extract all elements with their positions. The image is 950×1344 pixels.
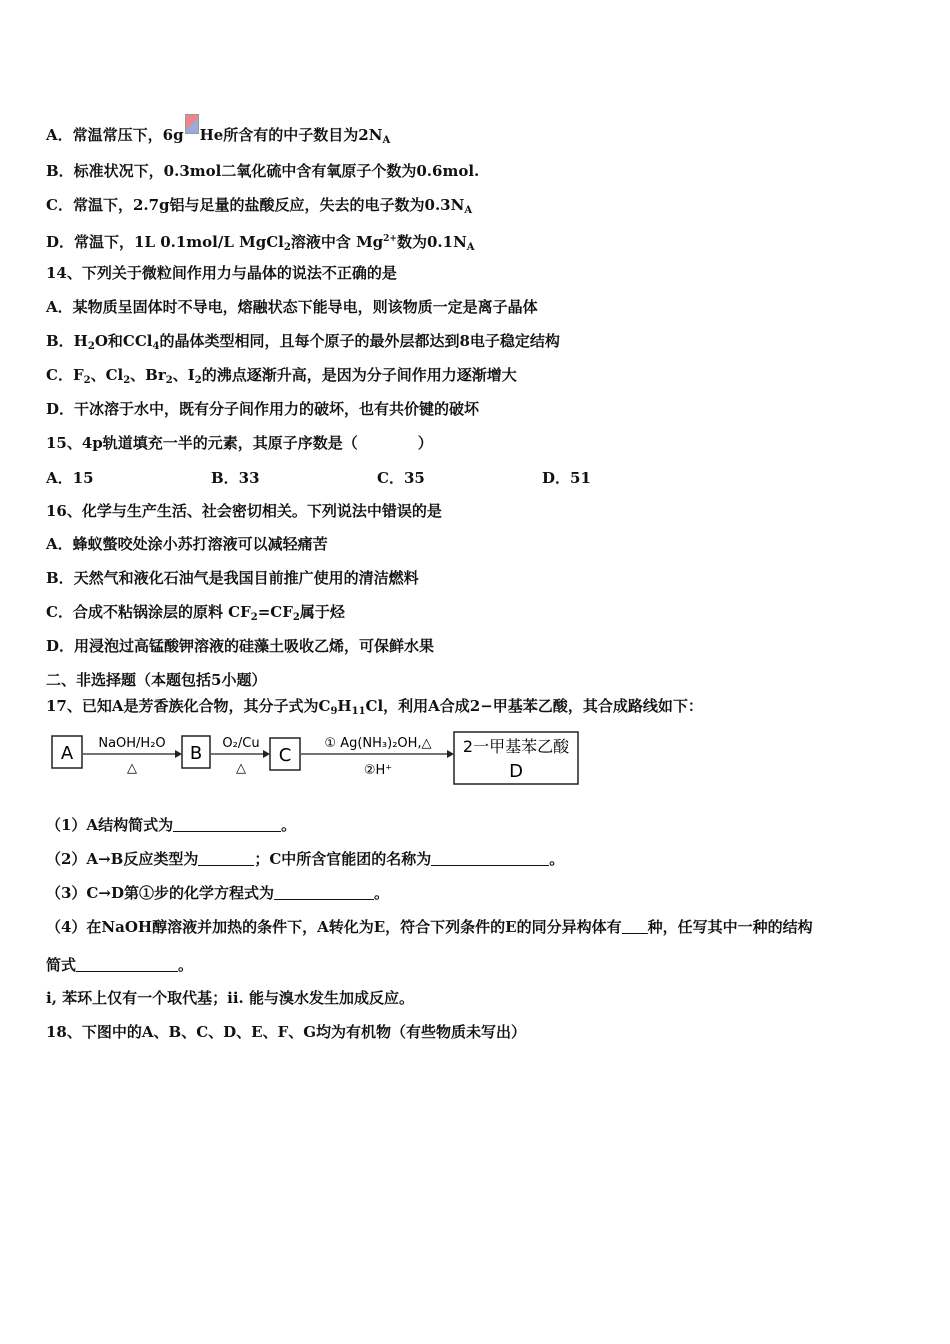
q18-stem: 18、下图中的A、B、C、D、E、F、G均为有机物（有些物质未写出） (46, 1023, 527, 1041)
arrow-1-top: NaOH/H₂O (98, 736, 166, 751)
q14-option-c: C．$F_2$、$Cl_2$、$Br_2$、$I_2$的沸点逐渐升高，是因为分子间作用力逐渐增大 (46, 366, 517, 386)
q13-option-a: A．常温常压下，6g He所含有的中子数目为$2N_A$ (46, 114, 390, 151)
answer-blank[interactable] (622, 917, 648, 934)
answer-blank[interactable] (76, 955, 178, 972)
broken-image-icon (185, 114, 199, 134)
section-heading: 二、非选择题（本题包括5小题） (46, 671, 267, 689)
q15-option-d: D．51 (542, 469, 591, 487)
q16-option-c: C．合成不粘锅涂层的原料 $CF_2=CF_2$属于烃 (46, 603, 345, 623)
q17-part-4: （4）在NaOH醇溶液并加热的条件下，A转化为E，符合下列条件的E的同分异构体有 种，任写其中一种的结构 (46, 918, 813, 936)
q17-stem: 17、已知A是芳香族化合物，其分子式为$C_9H_{11}Cl$，利用A合成2−甲基苯乙酸，其合成路线如下： (46, 697, 703, 717)
q15-option-c: C．35 (377, 469, 425, 487)
q15-option-b: B．33 (211, 469, 260, 487)
q16-stem: 16、化学与生产生活、社会密切相关。下列说法中错误的是 (46, 502, 442, 520)
q13-option-d: D．常温下，1L 0.1mol/L MgCl$_2$溶液中含 $Mg^{2+}$数为$0.1N_A$ (46, 233, 475, 253)
box-d-name: 2一甲基苯乙酸 (462, 737, 570, 756)
q13-option-c: C．常温下，2.7g铝与足量的盐酸反应，失去的电子数为$0.3N_A$ (46, 196, 473, 216)
box-d-label: D (509, 761, 523, 782)
q14-option-d: D．干冰溶于水中，既有分子间作用力的破坏，也有共价键的破坏 (46, 400, 480, 418)
q16-option-d: D．用浸泡过高锰酸钾溶液的硅藻土吸收乙烯，可保鲜水果 (46, 637, 435, 655)
q17-part-2: （2）A→B反应类型为 ；C中所含官能团的名称为 。 (46, 850, 565, 868)
q15-stem: 15、4p轨道填充一半的元素，其原子序数是（ ） (46, 434, 433, 452)
answer-blank[interactable] (431, 849, 549, 866)
q15-option-a: A．15 (46, 469, 94, 487)
q17-part-3: （3）C→D第①步的化学方程式为 。 (46, 884, 389, 902)
box-c-label: C (278, 745, 292, 766)
answer-blank[interactable] (173, 815, 281, 832)
arrow-1-bottom: △ (127, 761, 137, 776)
arrow-2-top: O₂/Cu (222, 736, 260, 751)
q14-option-a: A．某物质呈固体时不导电，熔融状态下能导电，则该物质一定是离子晶体 (46, 298, 538, 316)
synthesis-route-diagram (48, 728, 583, 790)
q17-conditions: i, 苯环上仅有一个取代基；ii. 能与溴水发生加成反应。 (46, 989, 414, 1007)
q13-option-b: B．标准状况下，0.3mol二氧化硫中含有氧原子个数为0.6mol. (46, 162, 480, 180)
q16-option-a: A．蜂蚁螫咬处涂小苏打溶液可以减轻痛苦 (46, 535, 328, 553)
q17-part-1: （1）A结构简式为 。 (46, 816, 297, 834)
arrow-2-bottom: △ (236, 761, 246, 776)
answer-blank[interactable] (274, 883, 374, 900)
q17-part-4-cont: 简式 。 (46, 956, 194, 974)
box-a-label: A (60, 743, 74, 764)
q14-option-b: B．$H_2O$和CCl$_4$的晶体类型相同，且每个原子的最外层都达到8电子稳定结构 (46, 332, 560, 352)
q14-stem: 14、下列关于微粒间作用力与晶体的说法不正确的是 (46, 264, 397, 282)
box-b-label: B (189, 743, 203, 764)
answer-blank[interactable] (198, 849, 254, 866)
arrow-3-top: ① Ag(NH₃)₂OH,△ (324, 736, 432, 751)
q16-option-b: B．天然气和液化石油气是我国目前推广使用的清洁燃料 (46, 569, 419, 587)
arrow-3-bottom: ②H⁺ (363, 763, 393, 778)
